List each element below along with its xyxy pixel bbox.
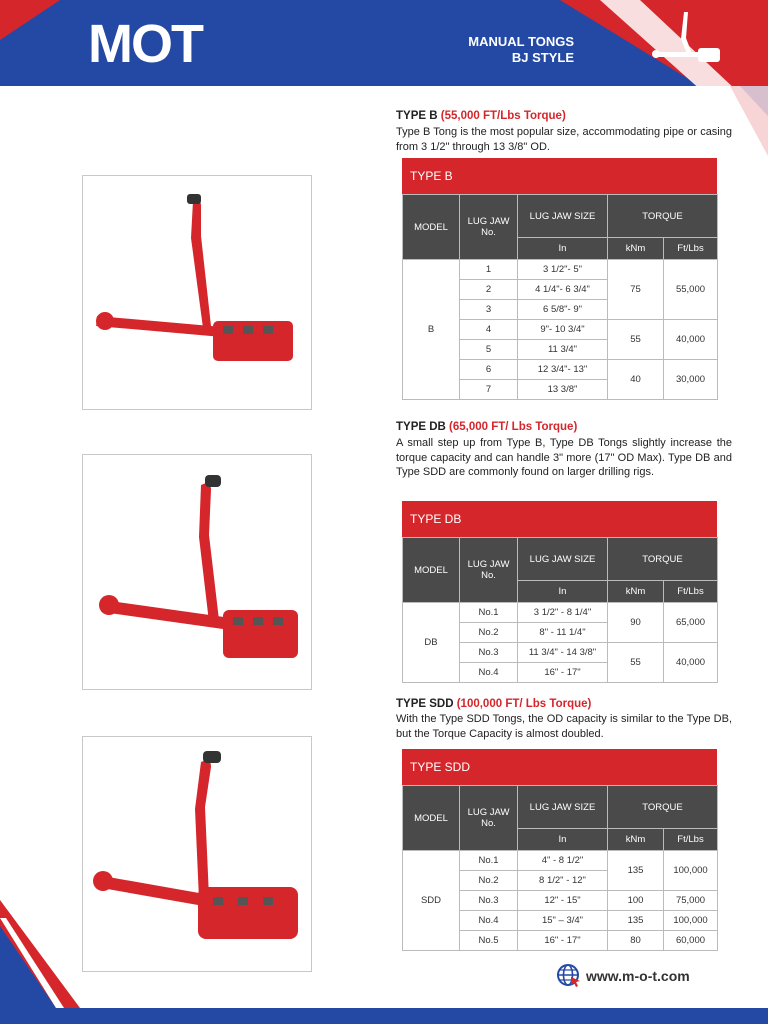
type-db-table-title: TYPE DB	[402, 501, 717, 537]
lug-jaw-size-cell: 6 5/8"- 9"	[518, 300, 608, 320]
type-b-heading	[396, 110, 566, 122]
left-corner-decoration	[0, 900, 80, 1024]
lug-jaw-size-cell: 12" - 15"	[518, 891, 608, 911]
ftlbs-cell: 100,000	[664, 911, 718, 931]
col-header-knm: kNm	[608, 581, 664, 603]
lug-jaw-no-cell: 4	[460, 320, 518, 340]
lug-jaw-no-cell: No.2	[460, 623, 518, 643]
globe-cursor-icon	[556, 963, 582, 989]
col-header-in: In	[518, 238, 608, 260]
lug-jaw-no-cell: 7	[460, 380, 518, 400]
type-sdd-tong-image	[82, 736, 312, 972]
lug-jaw-no-cell: 6	[460, 360, 518, 380]
type-db-heading	[396, 421, 577, 433]
lug-jaw-size-cell: 15" – 3/4"	[518, 911, 608, 931]
page-header	[0, 0, 768, 86]
type-b-table-title: TYPE B	[402, 158, 717, 194]
header-title-line2: BJ STYLE	[511, 50, 574, 65]
right-corner-decoration	[730, 86, 768, 196]
col-header-torque: TORQUE	[608, 195, 718, 238]
lug-jaw-no-cell: 5	[460, 340, 518, 360]
type-db-spec-table	[402, 537, 718, 683]
type-b-heading-name: TYPE B	[396, 110, 438, 122]
lug-jaw-size-cell: 8" - 11 1/4"	[518, 623, 608, 643]
lug-jaw-size-cell: 3 1/2" - 8 1/4"	[518, 603, 608, 623]
lug-jaw-size-cell: 4 1/4"- 6 3/4"	[518, 280, 608, 300]
col-header-in: In	[518, 581, 608, 603]
col-header-model: MODEL	[403, 786, 460, 851]
type-sdd-spec-table	[402, 785, 718, 951]
website-text: www.m-o-t.com	[586, 968, 690, 984]
lug-jaw-size-cell: 16" - 17"	[518, 663, 608, 683]
ftlbs-cell: 30,000	[664, 360, 718, 400]
type-b-tong-image	[82, 175, 312, 410]
type-sdd-heading	[396, 698, 591, 710]
knm-cell: 135	[608, 911, 664, 931]
lug-jaw-no-cell: 1	[460, 260, 518, 280]
knm-cell: 40	[608, 360, 664, 400]
ftlbs-cell: 65,000	[664, 603, 718, 643]
ftlbs-cell: 75,000	[664, 891, 718, 911]
type-sdd-heading-torque: (100,000 FT/ Lbs Torque)	[456, 698, 592, 710]
model-cell: B	[403, 260, 460, 400]
lug-jaw-no-cell: No.2	[460, 871, 518, 891]
col-header-knm: kNm	[608, 829, 664, 851]
lug-jaw-size-cell: 13 3/8"	[518, 380, 608, 400]
col-header-lug-jaw-no: LUG JAW No.	[460, 538, 518, 603]
header-title	[468, 34, 574, 66]
lug-jaw-size-cell: 11 3/4" - 14 3/8"	[518, 643, 608, 663]
header-title-line1: MANUAL TONGS	[468, 34, 574, 49]
lug-jaw-size-cell: 4" - 8 1/2"	[518, 851, 608, 871]
col-header-model: MODEL	[403, 538, 460, 603]
type-b-spec-table	[402, 194, 718, 400]
col-header-model: MODEL	[403, 195, 460, 260]
lug-jaw-no-cell: 2	[460, 280, 518, 300]
lug-jaw-size-cell: 9"- 10 3/4"	[518, 320, 608, 340]
website-link[interactable]	[556, 962, 690, 990]
type-b-heading-torque: (55,000 FT/Lbs Torque)	[440, 110, 566, 122]
lug-jaw-no-cell: No.3	[460, 891, 518, 911]
type-db-tong-image	[82, 454, 312, 690]
lug-jaw-size-cell: 3 1/2"- 5"	[518, 260, 608, 280]
ftlbs-cell: 40,000	[664, 320, 718, 360]
lug-jaw-no-cell: No.1	[460, 603, 518, 623]
lug-jaw-no-cell: No.5	[460, 931, 518, 951]
lug-jaw-no-cell: No.4	[460, 911, 518, 931]
knm-cell: 55	[608, 320, 664, 360]
type-db-heading-name: TYPE DB	[396, 421, 446, 433]
col-header-ftlbs: Ft/Lbs	[664, 581, 718, 603]
lug-jaw-no-cell: No.4	[460, 663, 518, 683]
lug-jaw-no-cell: No.3	[460, 643, 518, 663]
col-header-lug-jaw-size: LUG JAW SIZE	[518, 195, 608, 238]
type-sdd-heading-name: TYPE SDD	[396, 698, 454, 710]
type-b-description: Type B Tong is the most popular size, accommodating pipe or casing from 3 1/2" through 13 3/8" OD.	[396, 126, 732, 153]
col-header-lug-jaw-size: LUG JAW SIZE	[518, 786, 608, 829]
knm-cell: 100	[608, 891, 664, 911]
tong-silhouette-icon	[646, 8, 726, 68]
knm-cell: 80	[608, 931, 664, 951]
knm-cell: 90	[608, 603, 664, 643]
type-sdd-table-title: TYPE SDD	[402, 749, 717, 785]
col-header-lug-jaw-size: LUG JAW SIZE	[518, 538, 608, 581]
table-row	[403, 851, 718, 871]
model-cell: DB	[403, 603, 460, 683]
lug-jaw-no-cell: 3	[460, 300, 518, 320]
model-cell: SDD	[403, 851, 460, 951]
knm-cell: 135	[608, 851, 664, 891]
footer-bar	[0, 1008, 768, 1024]
table-row	[403, 260, 718, 280]
type-sdd-description: With the Type SDD Tongs, the OD capacity is similar to the Type DB, but the Torque Capacity is almost doubled.	[396, 713, 732, 740]
col-header-torque: TORQUE	[608, 538, 718, 581]
ftlbs-cell: 60,000	[664, 931, 718, 951]
knm-cell: 55	[608, 643, 664, 683]
lug-jaw-size-cell: 11 3/4"	[518, 340, 608, 360]
type-db-description: A small step up from Type B, Type DB Tongs slightly increase the torque capacity and can handle 3" more (17" OD Max). Type DB and Type SDD are commonly found on larger drilling rigs.	[396, 437, 732, 478]
table-row	[403, 603, 718, 623]
ftlbs-cell: 55,000	[664, 260, 718, 320]
col-header-lug-jaw-no: LUG JAW No.	[460, 786, 518, 851]
ftlbs-cell: 40,000	[664, 643, 718, 683]
col-header-knm: kNm	[608, 238, 664, 260]
lug-jaw-size-cell: 12 3/4"- 13"	[518, 360, 608, 380]
mot-logo: MOT	[88, 14, 202, 74]
lug-jaw-size-cell: 8 1/2" - 12"	[518, 871, 608, 891]
col-header-torque: TORQUE	[608, 786, 718, 829]
col-header-in: In	[518, 829, 608, 851]
lug-jaw-no-cell: No.1	[460, 851, 518, 871]
col-header-ftlbs: Ft/Lbs	[664, 829, 718, 851]
col-header-lug-jaw-no: LUG JAW No.	[460, 195, 518, 260]
type-db-heading-torque: (65,000 FT/ Lbs Torque)	[449, 421, 578, 433]
knm-cell: 75	[608, 260, 664, 320]
lug-jaw-size-cell: 16" - 17"	[518, 931, 608, 951]
ftlbs-cell: 100,000	[664, 851, 718, 891]
col-header-ftlbs: Ft/Lbs	[664, 238, 718, 260]
